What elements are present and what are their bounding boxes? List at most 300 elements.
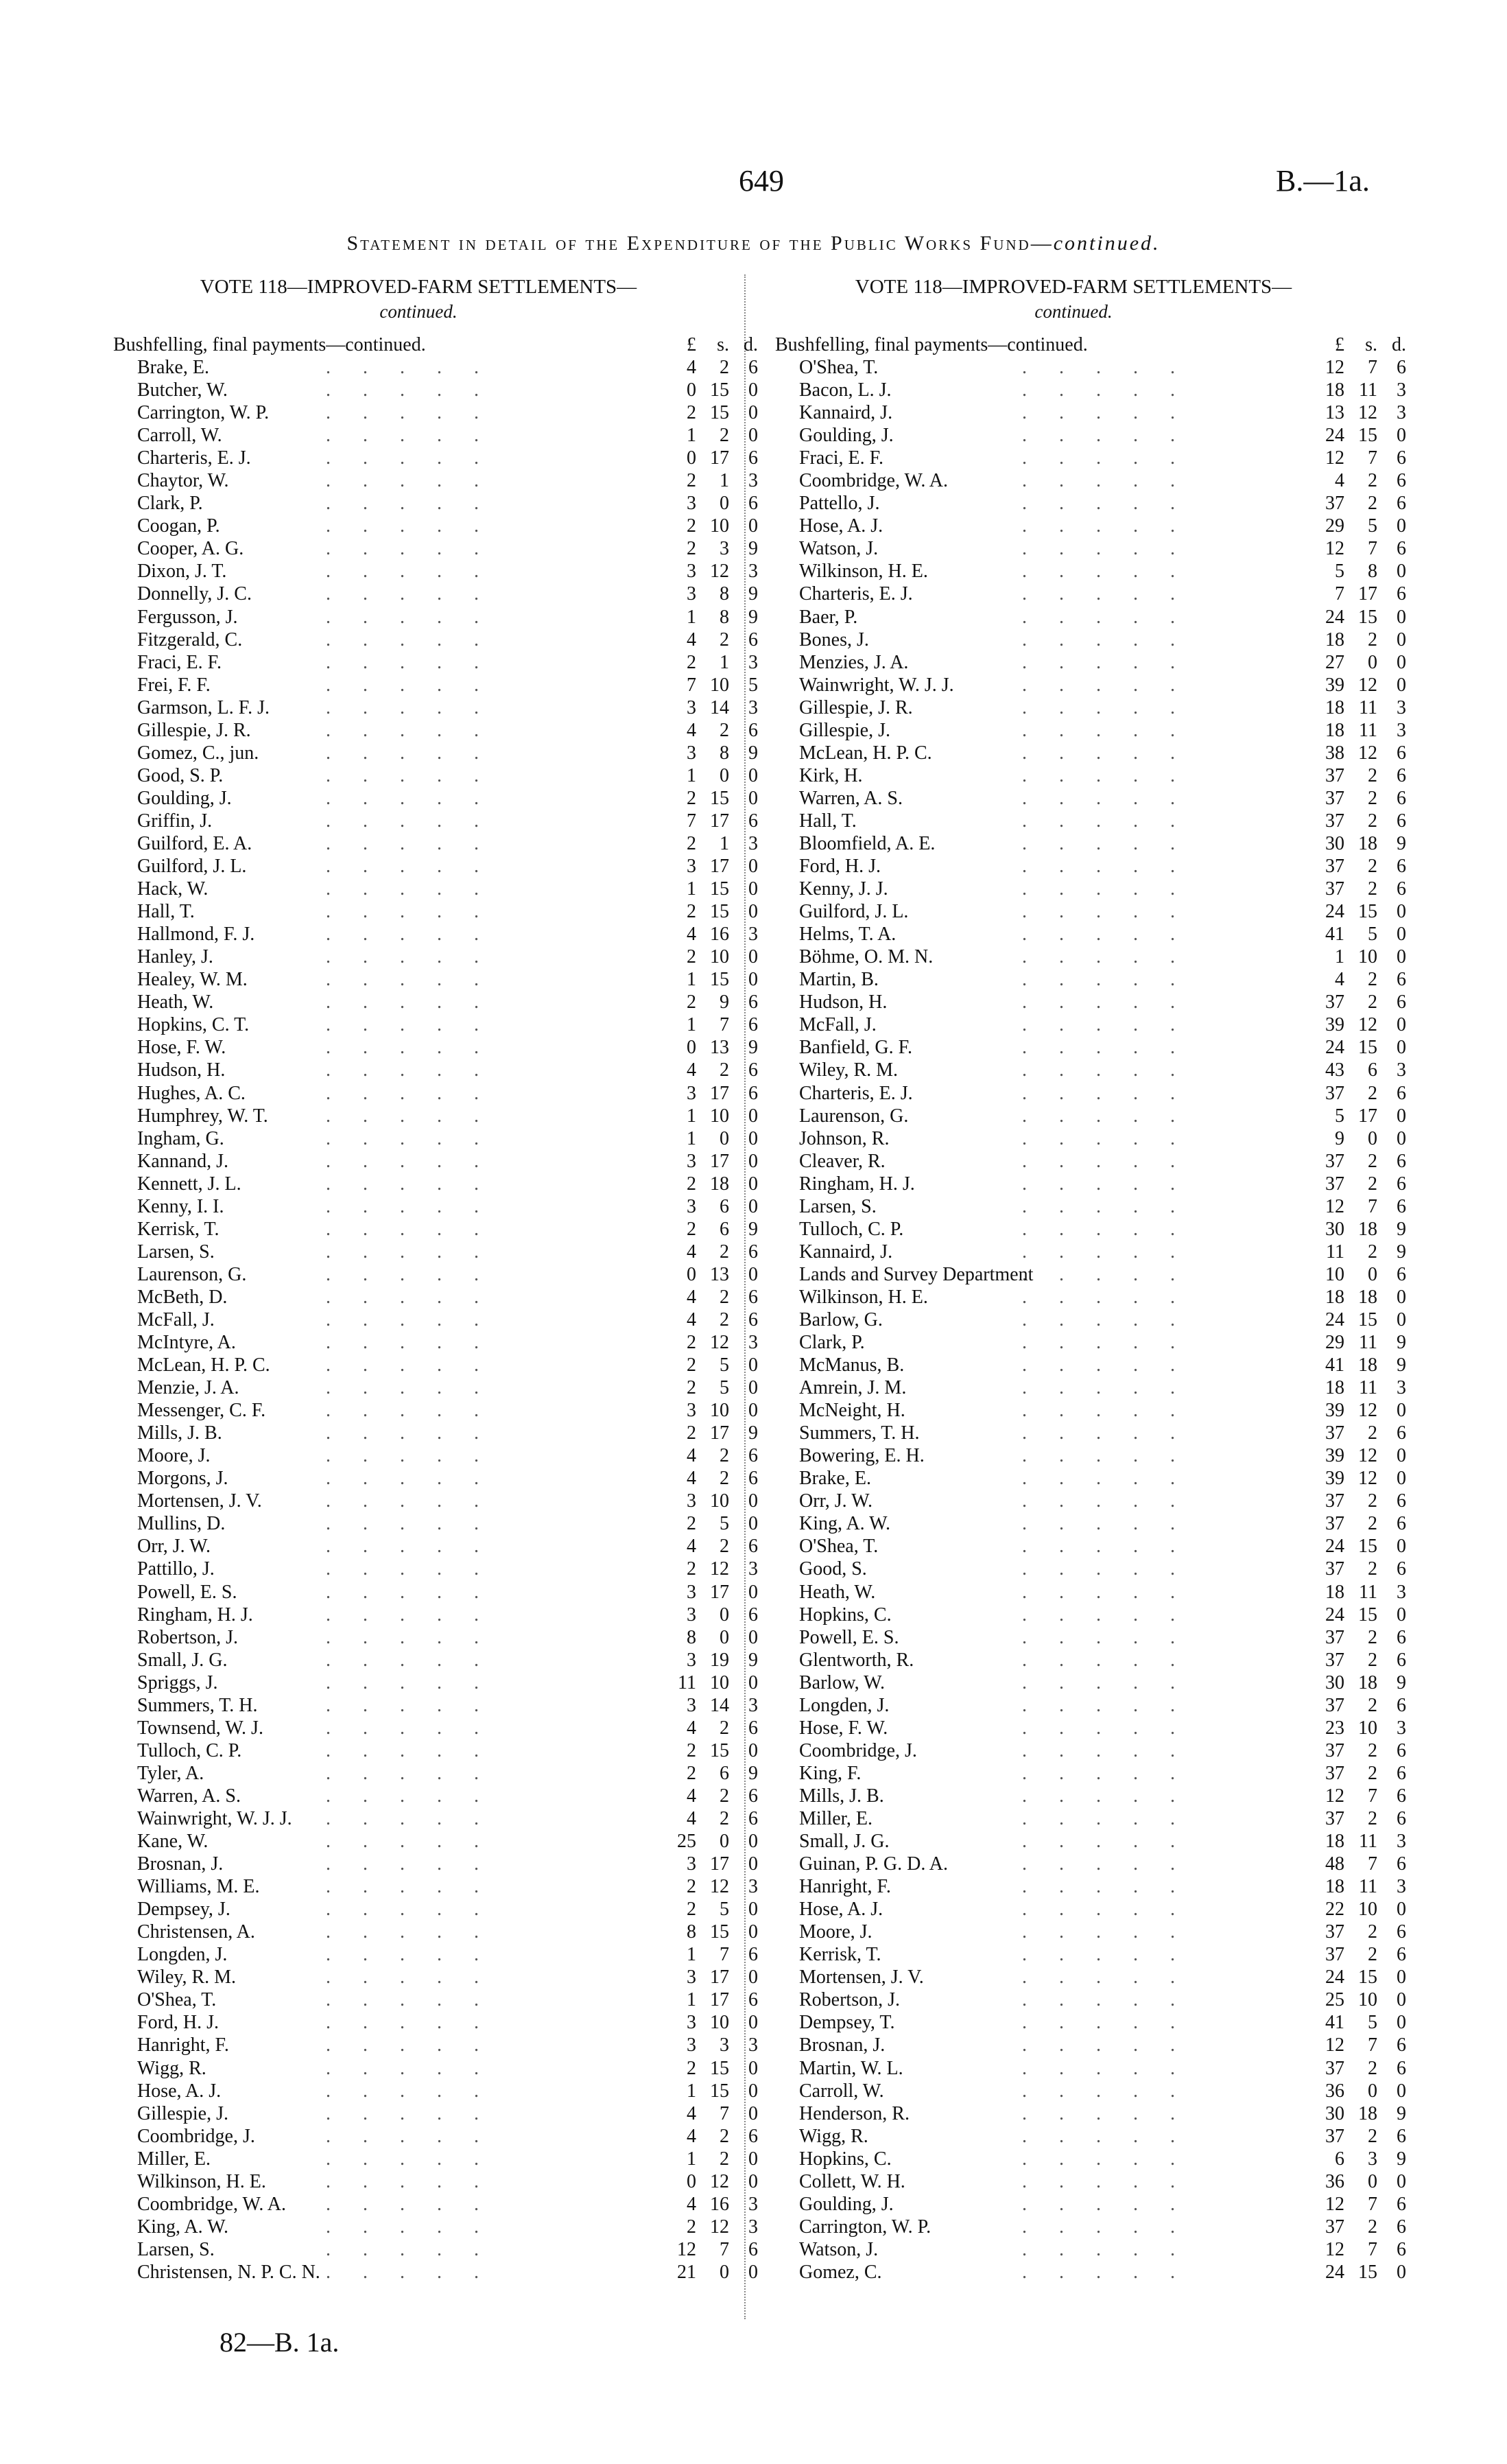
amount-pounds: 7 xyxy=(1335,583,1344,605)
table-row xyxy=(113,2148,758,2171)
amount-pounds: 12 xyxy=(1325,538,1344,560)
leader-dots: . . . . . xyxy=(326,1876,493,1898)
amount-shillings: 2 xyxy=(1368,470,1377,492)
amount-pence: 5 xyxy=(748,674,758,696)
table-row xyxy=(113,1671,758,1695)
amount-shillings: 15 xyxy=(710,969,729,991)
amount-pounds: 3 xyxy=(687,1649,696,1671)
leader-dots: . . . . . xyxy=(326,379,493,401)
amount-pounds: 3 xyxy=(687,1150,696,1172)
leader-dots: . . . . . xyxy=(1022,2170,1189,2192)
leader-dots: . . . . . xyxy=(1022,2125,1189,2147)
table-row xyxy=(113,1377,758,1400)
amount-pence: 3 xyxy=(748,832,758,854)
amount-shillings: 10 xyxy=(1358,1899,1377,1921)
amount-pounds: 0 xyxy=(687,2170,696,2192)
amount-shillings: 7 xyxy=(1368,1853,1377,1875)
payee-name: Brake, E. xyxy=(137,357,209,378)
leader-dots: . . . . . xyxy=(326,832,493,854)
amount-shillings: 6 xyxy=(1368,1059,1377,1081)
amount-shillings: 11 xyxy=(1359,379,1377,401)
table-row xyxy=(775,1263,1406,1287)
amount-shillings: 17 xyxy=(710,810,729,832)
amount-pence: 0 xyxy=(748,2057,758,2079)
table-row xyxy=(775,1150,1406,1173)
leader-dots: . . . . . xyxy=(1022,674,1189,696)
table-row xyxy=(775,1921,1406,1944)
table-row xyxy=(775,696,1406,720)
leader-dots: . . . . . xyxy=(326,2193,493,2215)
amount-pence: 6 xyxy=(1397,1513,1406,1535)
amount-pounds: 3 xyxy=(687,1400,696,1422)
payee-name: Hose, A. J. xyxy=(799,515,883,537)
leader-dots: . . . . . xyxy=(326,2057,493,2079)
leader-dots: . . . . . xyxy=(326,1014,493,1036)
table-row xyxy=(113,629,758,652)
leader-dots: . . . . . xyxy=(326,1309,493,1330)
table-row xyxy=(775,1513,1406,1536)
leader-dots: . . . . . xyxy=(326,924,493,946)
payee-name: Healey, W. M. xyxy=(137,969,248,991)
table-row xyxy=(775,1059,1406,1082)
payee-name: Dempsey, T. xyxy=(799,2012,895,2034)
amount-shillings: 2 xyxy=(1368,1921,1377,1943)
amount-pounds: 22 xyxy=(1325,1899,1344,1921)
leader-dots: . . . . . xyxy=(326,1808,493,1829)
leader-dots: . . . . . xyxy=(1022,538,1189,560)
leader-dots: . . . . . xyxy=(1022,1739,1189,1761)
table-row xyxy=(775,357,1406,379)
payee-name: Charteris, E. J. xyxy=(799,583,913,605)
payee-name: Menzie, J. A. xyxy=(137,1377,239,1399)
amount-pounds: 2 xyxy=(687,402,696,424)
amount-pounds: 39 xyxy=(1325,674,1344,696)
table-row xyxy=(113,2216,758,2239)
amount-pounds: 2 xyxy=(687,1899,696,1921)
payee-name: Ringham, H. J. xyxy=(137,1604,253,1626)
amount-pence: 0 xyxy=(1397,901,1406,923)
table-row xyxy=(775,1808,1406,1831)
table-row xyxy=(775,1944,1406,1967)
amount-pounds: 12 xyxy=(1325,1195,1344,1217)
amount-pence: 0 xyxy=(748,946,758,968)
amount-pounds: 3 xyxy=(687,1490,696,1512)
amount-shillings: 2 xyxy=(720,1468,729,1490)
payee-name: Bowering, E. H. xyxy=(799,1445,925,1467)
amount-pence: 6 xyxy=(1397,2193,1406,2215)
amount-pence: 0 xyxy=(1397,1400,1406,1422)
leader-dots: . . . . . xyxy=(326,901,493,923)
amount-shillings: 2 xyxy=(720,1059,729,1081)
amount-pence: 6 xyxy=(1397,1195,1406,1217)
table-row xyxy=(113,1762,758,1785)
table-row xyxy=(775,470,1406,493)
payee-name: King, F. xyxy=(799,1762,862,1784)
amount-pence: 3 xyxy=(1397,1717,1406,1739)
amount-shillings: 18 xyxy=(1358,832,1377,854)
amount-pence: 6 xyxy=(748,1082,758,1104)
payee-name: Christensen, N. P. C. N. xyxy=(137,2261,320,2283)
leader-dots: . . . . . xyxy=(1022,1717,1189,1739)
amount-shillings: 12 xyxy=(1358,402,1377,424)
amount-shillings: 0 xyxy=(720,764,729,786)
table-row xyxy=(113,1309,758,1332)
leader-dots: . . . . . xyxy=(326,425,493,447)
amount-shillings: 0 xyxy=(720,493,729,515)
table-row xyxy=(113,1808,758,1831)
payee-name: Böhme, O. M. N. xyxy=(799,946,934,968)
table-row xyxy=(113,1195,758,1219)
table-row xyxy=(113,1536,758,1558)
payee-name: Hopkins, C. xyxy=(799,2148,892,2170)
table-row xyxy=(113,1581,758,1604)
amount-shillings: 18 xyxy=(1358,2102,1377,2124)
amount-pounds: 18 xyxy=(1325,1286,1344,1308)
leader-dots: . . . . . xyxy=(326,651,493,673)
right-subheading-row xyxy=(775,334,1406,357)
leader-dots: . . . . . xyxy=(1022,1626,1189,1648)
right-vote-title: VOTE 118—IMPROVED-FARM SETTLEMENTS— xyxy=(855,276,1292,298)
amount-pounds: 24 xyxy=(1325,901,1344,923)
leader-dots: . . . . . xyxy=(1022,2034,1189,2056)
amount-pounds: 37 xyxy=(1325,764,1344,786)
leader-dots: . . . . . xyxy=(1022,1808,1189,1829)
amount-shillings: 2 xyxy=(720,2125,729,2147)
table-row xyxy=(775,1490,1406,1513)
table-row xyxy=(113,1218,758,1241)
amount-pence: 3 xyxy=(748,2193,758,2215)
payee-name: Dempsey, J. xyxy=(137,1899,230,1921)
amount-shillings: 7 xyxy=(1368,2238,1377,2260)
amount-pounds: 2 xyxy=(687,1513,696,1535)
amount-pounds: 37 xyxy=(1325,878,1344,900)
payee-name: Laurenson, G. xyxy=(799,1105,909,1127)
amount-shillings: 12 xyxy=(1358,1400,1377,1422)
amount-pounds: 3 xyxy=(687,561,696,583)
amount-shillings: 0 xyxy=(720,1626,729,1648)
amount-pounds: 11 xyxy=(678,1671,696,1693)
amount-shillings: 2 xyxy=(720,1286,729,1308)
table-row xyxy=(775,1422,1406,1445)
amount-shillings: 2 xyxy=(1368,1241,1377,1263)
table-row xyxy=(113,1853,758,1876)
amount-shillings: 17 xyxy=(1358,583,1377,605)
table-row xyxy=(113,470,758,493)
amount-shillings: 5 xyxy=(720,1354,729,1376)
amount-pence: 9 xyxy=(1397,2102,1406,2124)
amount-pounds: 37 xyxy=(1325,1944,1344,1966)
amount-pounds: 30 xyxy=(1325,832,1344,854)
amount-shillings: 5 xyxy=(720,1899,729,1921)
amount-pence: 6 xyxy=(1397,538,1406,560)
payee-name: Robertson, J. xyxy=(799,1989,900,2011)
table-row xyxy=(775,1286,1406,1309)
amount-pounds: 1 xyxy=(687,969,696,991)
payee-name: Good, S. xyxy=(799,1558,867,1580)
payee-name: Gomez, C. xyxy=(799,2261,882,2283)
leader-dots: . . . . . xyxy=(1022,1785,1189,1807)
left-subheading: Bushfelling, final payments—continued. xyxy=(113,334,426,355)
payee-name: Gomez, C., jun. xyxy=(137,742,259,764)
amount-pounds: 4 xyxy=(687,1241,696,1263)
leader-dots: . . . . . xyxy=(326,1400,493,1422)
table-row xyxy=(775,924,1406,946)
leader-dots: . . . . . xyxy=(326,515,493,537)
amount-shillings: 15 xyxy=(1358,2261,1377,2283)
table-row xyxy=(775,1377,1406,1400)
table-row xyxy=(113,2193,758,2216)
leader-dots: . . . . . xyxy=(326,2148,493,2170)
table-row xyxy=(775,606,1406,629)
amount-pence: 6 xyxy=(748,1536,758,1558)
amount-pounds: 18 xyxy=(1325,1831,1344,1853)
left-payment-list xyxy=(113,357,758,2284)
table-row xyxy=(113,1944,758,1967)
table-row xyxy=(113,1717,758,1740)
table-row xyxy=(775,2034,1406,2057)
amount-shillings: 11 xyxy=(1359,719,1377,741)
leader-dots: . . . . . xyxy=(326,1468,493,1490)
amount-pounds: 9 xyxy=(1335,1127,1344,1149)
amount-pence: 0 xyxy=(748,1173,758,1195)
left-pence-header: d. xyxy=(744,334,758,355)
amount-pence: 6 xyxy=(748,1014,758,1036)
amount-shillings: 0 xyxy=(1368,651,1377,673)
payee-name: Fraci, E. F. xyxy=(137,651,222,673)
payee-name: Glentworth, R. xyxy=(799,1649,914,1671)
amount-pence: 6 xyxy=(1397,1082,1406,1104)
amount-shillings: 5 xyxy=(720,1513,729,1535)
amount-pence: 6 xyxy=(1397,2216,1406,2238)
amount-pence: 0 xyxy=(1397,1127,1406,1149)
table-row xyxy=(775,2193,1406,2216)
payee-name: Johnson, R. xyxy=(799,1127,890,1149)
amount-pounds: 12 xyxy=(677,2238,696,2260)
amount-shillings: 2 xyxy=(1368,629,1377,650)
payee-name: Kannand, J. xyxy=(137,1150,228,1172)
amount-pence: 9 xyxy=(1397,2148,1406,2170)
amount-pounds: 12 xyxy=(1325,1785,1344,1807)
amount-shillings: 12 xyxy=(1358,1468,1377,1490)
amount-shillings: 14 xyxy=(710,1694,729,1716)
page-number: 649 xyxy=(739,164,784,198)
amount-shillings: 7 xyxy=(1368,538,1377,560)
payee-name: Brake, E. xyxy=(799,1468,871,1490)
amount-pounds: 3 xyxy=(687,1967,696,1988)
table-row xyxy=(775,969,1406,992)
amount-shillings: 10 xyxy=(710,1490,729,1512)
amount-pounds: 2 xyxy=(687,1218,696,1240)
right-pence-header: d. xyxy=(1392,334,1406,355)
amount-pounds: 37 xyxy=(1325,1649,1344,1671)
payee-name: Carrington, W. P. xyxy=(137,402,270,424)
table-row xyxy=(775,1558,1406,1581)
amount-pounds: 6 xyxy=(1335,2148,1344,2170)
payee-name: Kannaird, J. xyxy=(799,402,893,424)
amount-pounds: 37 xyxy=(1325,810,1344,832)
statement-title-continued: continued. xyxy=(1053,232,1161,255)
amount-shillings: 15 xyxy=(1358,425,1377,447)
amount-pounds: 4 xyxy=(687,357,696,378)
amount-shillings: 3 xyxy=(720,538,729,560)
leader-dots: . . . . . xyxy=(1022,924,1189,946)
leader-dots: . . . . . xyxy=(1022,764,1189,786)
payee-name: Williams, M. E. xyxy=(137,1876,260,1898)
amount-pence: 6 xyxy=(1397,447,1406,469)
amount-shillings: 2 xyxy=(1368,1513,1377,1535)
amount-shillings: 2 xyxy=(1368,2216,1377,2238)
payee-name: Watson, J. xyxy=(799,2238,879,2260)
amount-pence: 6 xyxy=(1397,493,1406,515)
payee-name: Moore, J. xyxy=(137,1445,211,1467)
amount-shillings: 7 xyxy=(720,2238,729,2260)
payee-name: Goulding, J. xyxy=(799,425,894,447)
table-row xyxy=(775,1400,1406,1422)
payee-name: Heath, W. xyxy=(137,992,214,1013)
leader-dots: . . . . . xyxy=(326,992,493,1013)
amount-pounds: 37 xyxy=(1325,1173,1344,1195)
leader-dots: . . . . . xyxy=(326,2125,493,2147)
amount-shillings: 5 xyxy=(1368,924,1377,946)
table-row xyxy=(775,1468,1406,1490)
payee-name: Coogan, P. xyxy=(137,515,220,537)
amount-shillings: 2 xyxy=(720,425,729,447)
payee-name: Gillespie, J. R. xyxy=(799,696,913,718)
table-row xyxy=(113,1649,758,1672)
leader-dots: . . . . . xyxy=(1022,1377,1189,1399)
amount-shillings: 6 xyxy=(720,1762,729,1784)
payee-name: Wiley, R. M. xyxy=(137,1967,237,1988)
amount-pence: 0 xyxy=(1397,515,1406,537)
signature-reference: 82—B. 1a. xyxy=(219,2327,340,2358)
amount-pounds: 18 xyxy=(1325,696,1344,718)
table-row xyxy=(113,1558,758,1581)
amount-pounds: 37 xyxy=(1325,1150,1344,1172)
leader-dots: . . . . . xyxy=(1022,2261,1189,2283)
amount-shillings: 2 xyxy=(1368,878,1377,900)
amount-pounds: 37 xyxy=(1325,992,1344,1013)
payee-name: Robertson, J. xyxy=(137,1626,238,1648)
table-row xyxy=(113,1286,758,1309)
table-row xyxy=(775,1082,1406,1105)
amount-shillings: 2 xyxy=(1368,969,1377,991)
payee-name: Baer, P. xyxy=(799,606,858,628)
payee-name: McFall, J. xyxy=(137,1309,215,1330)
leader-dots: . . . . . xyxy=(326,1717,493,1739)
amount-pounds: 2 xyxy=(687,1558,696,1580)
table-row xyxy=(775,832,1406,856)
leader-dots: . . . . . xyxy=(326,1173,493,1195)
leader-dots: . . . . . xyxy=(326,1536,493,1558)
amount-pounds: 37 xyxy=(1325,1626,1344,1648)
leader-dots: . . . . . xyxy=(326,1263,493,1285)
leader-dots: . . . . . xyxy=(326,719,493,741)
amount-pounds: 0 xyxy=(687,1263,696,1285)
amount-pounds: 30 xyxy=(1325,1218,1344,1240)
amount-pounds: 4 xyxy=(1335,470,1344,492)
payee-name: Kane, W. xyxy=(137,1831,209,1853)
table-row xyxy=(775,561,1406,583)
amount-pence: 6 xyxy=(1397,2125,1406,2147)
leader-dots: . . . . . xyxy=(1022,515,1189,537)
amount-pounds: 18 xyxy=(1325,719,1344,741)
leader-dots: . . . . . xyxy=(1022,1309,1189,1330)
amount-pence: 3 xyxy=(1397,1059,1406,1081)
table-row xyxy=(113,1921,758,1944)
amount-pounds: 3 xyxy=(687,1853,696,1875)
amount-pounds: 38 xyxy=(1325,742,1344,764)
amount-shillings: 0 xyxy=(1368,2170,1377,2192)
amount-pounds: 2 xyxy=(687,515,696,537)
amount-pounds: 37 xyxy=(1325,1490,1344,1512)
amount-shillings: 12 xyxy=(1358,742,1377,764)
amount-shillings: 7 xyxy=(1368,447,1377,469)
leader-dots: . . . . . xyxy=(1022,561,1189,583)
table-row xyxy=(113,651,758,674)
amount-pounds: 3 xyxy=(687,1195,696,1217)
amount-pounds: 1 xyxy=(687,1944,696,1966)
amount-shillings: 12 xyxy=(710,1876,729,1898)
leader-dots: . . . . . xyxy=(1022,1762,1189,1784)
table-row xyxy=(775,1241,1406,1264)
leader-dots: . . . . . xyxy=(1022,832,1189,854)
amount-pence: 0 xyxy=(748,878,758,900)
amount-shillings: 15 xyxy=(1358,1037,1377,1059)
amount-pounds: 2 xyxy=(687,538,696,560)
table-row xyxy=(113,2057,758,2080)
table-row xyxy=(113,1604,758,1627)
leader-dots: . . . . . xyxy=(1022,878,1189,900)
amount-pounds: 39 xyxy=(1325,1445,1344,1467)
amount-pounds: 21 xyxy=(677,2261,696,2283)
payee-name: Charteris, E. J. xyxy=(137,447,251,469)
leader-dots: . . . . . xyxy=(326,1899,493,1921)
amount-pounds: 4 xyxy=(687,2125,696,2147)
amount-pounds: 12 xyxy=(1325,2238,1344,2260)
leader-dots: . . . . . xyxy=(1022,901,1189,923)
leader-dots: . . . . . xyxy=(326,674,493,696)
amount-shillings: 2 xyxy=(1368,1762,1377,1784)
payee-name: Garmson, L. F. J. xyxy=(137,696,270,718)
payee-name: Goulding, J. xyxy=(137,787,232,809)
amount-pence: 3 xyxy=(1397,1876,1406,1898)
amount-pence: 0 xyxy=(748,2170,758,2192)
amount-pence: 0 xyxy=(1397,1967,1406,1988)
payee-name: Donnelly, J. C. xyxy=(137,583,252,605)
amount-pounds: 4 xyxy=(687,2102,696,2124)
amount-shillings: 13 xyxy=(710,1263,729,1285)
amount-pounds: 18 xyxy=(1325,1581,1344,1603)
payee-name: Christensen, A. xyxy=(137,1921,255,1943)
payee-name: Tulloch, C. P. xyxy=(799,1218,904,1240)
table-row xyxy=(113,1989,758,2012)
amount-pence: 9 xyxy=(748,1762,758,1784)
amount-shillings: 7 xyxy=(720,1014,729,1036)
right-subheading: Bushfelling, final payments—continued. xyxy=(775,334,1088,355)
amount-pence: 6 xyxy=(748,357,758,378)
amount-shillings: 7 xyxy=(1368,357,1377,378)
table-row xyxy=(113,832,758,856)
payee-name: Hose, A. J. xyxy=(137,2080,222,2102)
table-row xyxy=(775,1671,1406,1695)
amount-pounds: 2 xyxy=(687,901,696,923)
amount-pence: 3 xyxy=(1397,1831,1406,1853)
table-row xyxy=(113,674,758,697)
payee-name: Mullins, D. xyxy=(137,1513,226,1535)
amount-shillings: 17 xyxy=(710,447,729,469)
leader-dots: . . . . . xyxy=(326,1513,493,1535)
payee-name: Wainwright, W. J. J. xyxy=(799,674,954,696)
